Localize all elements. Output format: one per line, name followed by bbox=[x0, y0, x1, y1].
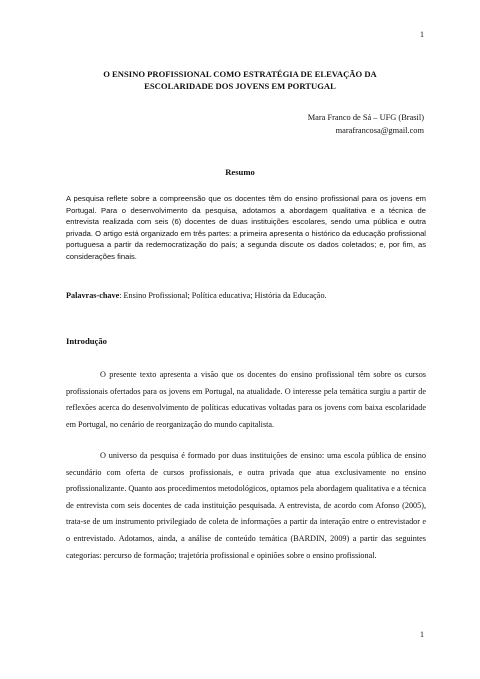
author-block bbox=[308, 112, 424, 137]
author-name: Mara Franco de Sá – UFG (Brasil) bbox=[307, 113, 424, 122]
introduction-paragraph: O presente texto apresenta a visão que os docentes do ensino profissional têm sobre os cursos profissionais ofertados para os jovens em Portugal, na atualidade. O interesse pela temática surgiu a partir de reflexões acerca do desenvolvimento de políticas educativas voltadas para os jovens com baixa escolaridade em Portugal, no cenário de reorganização do mundo capitalista. bbox=[66, 370, 426, 429]
abstract-text: A pesquisa reflete sobre a compreensão que os docentes têm do ensino profissional para os jovens em Portugal. Para o desenvolvimento da pesquisa, adotamos a abordagem qualitativa e a técnica de entrevista realizada com seis (6) docentes de duas instituições escolares, sendo uma pública e outra privada. O artigo está organizado em três partes: a primeira apresenta o histórico da educação profissional portuguesa a partir da redemocratização do país; a segunda discute os dados coletados; e, por fim, as considerações finais. bbox=[66, 194, 426, 261]
author-email: marafrancosa@gmail.com bbox=[335, 125, 424, 135]
introduction-heading: Introdução bbox=[66, 336, 107, 346]
page-number-top: 1 bbox=[420, 30, 424, 39]
document-title: O ENSINO PROFISSIONAL COMO ESTRATÉGIA DE ELEVAÇÃO DA ESCOLARIDADE DOS JOVENS EM PORTUGAL bbox=[103, 69, 377, 91]
keywords-label: Palavras-chave bbox=[66, 291, 120, 300]
page-number-bottom: 1 bbox=[420, 630, 424, 639]
abstract-heading: Resumo bbox=[225, 167, 255, 177]
keywords bbox=[66, 290, 426, 302]
introduction-paragraph: O universo da pesquisa é formado por duas instituições de ensino: uma escola pública de ensino secundário com oferta de cursos profissionais, e outra privada que atua exclusivamente no ensino profissionalizante. Quanto aos procedimentos metodológicos, optamos pela abordagem qualitativa e a técnica de entrevista com seis docentes de cada instituição pesquisada. A entrevista, de acordo com Afonso (2005), trata-se de um instrumento privilegiado de coleta de informações a partir da interação entre o entrevistador e o entrevistado. Adotamos, ainda, a análise de conteúdo temática (BARDIN, 2009) a partir das seguintes categorias: percurso de formação; trajetória profissional e opiniões sobre o ensino profissional. bbox=[66, 451, 426, 560]
keywords-text: : Ensino Profissional; Política educativa; História da Educação. bbox=[119, 291, 327, 300]
